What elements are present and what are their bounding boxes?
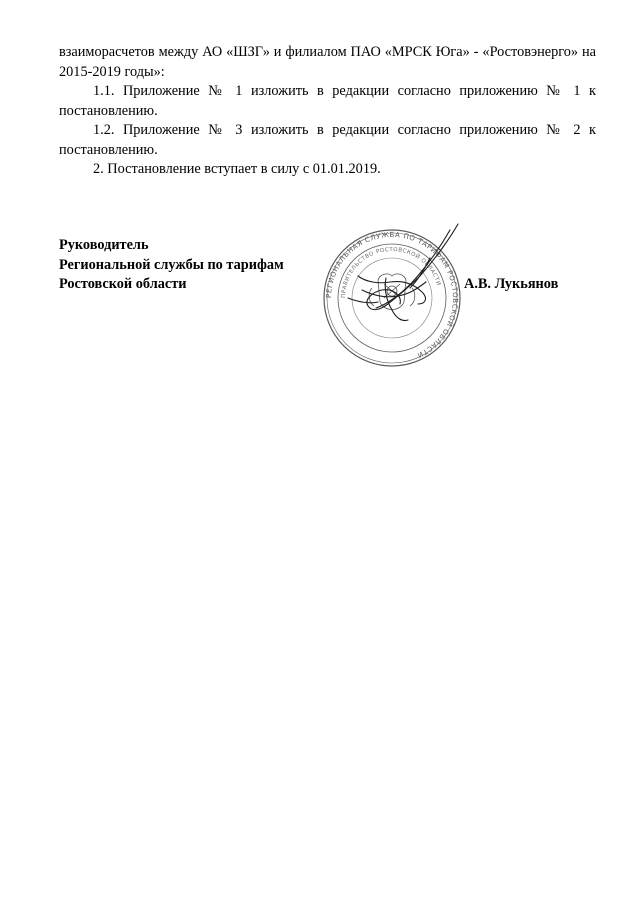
- position-line-3: Ростовской области: [59, 276, 187, 292]
- seal-outer-text: РЕГИОНАЛЬНАЯ СЛУЖБА ПО ТАРИФАМ РОСТОВСКОЙ ОБЛАСТИ: [324, 230, 460, 360]
- official-seal-with-signature: [318, 218, 466, 372]
- seal-inner-ring: [352, 258, 432, 338]
- document-body: [59, 43, 596, 180]
- seal-graphic: [318, 218, 466, 372]
- signatory-name: А.В. Лукьянов: [464, 276, 559, 292]
- paragraph-item-1-1: 1.1. Приложение № 1 изложить в редакции согласно приложению № 1 к постановлению.: [59, 83, 596, 119]
- signature-position-block: [59, 236, 319, 295]
- seal-inner-text: ПРАВИТЕЛЬСТВО РОСТОВСКОЙ ОБЛАСТИ: [340, 246, 442, 299]
- paragraph-item-2: 2. Постановление вступает в силу с 01.01.2019.: [93, 161, 381, 177]
- position-line-2: Региональной службы по тарифам: [59, 256, 284, 273]
- position-line-1: Руководитель: [59, 237, 149, 253]
- paragraph-continuation: взаиморасчетов между АО «ШЗГ» и филиалом ПАО «МРСК Юга» - «Ростовэнерго» на 2015-2019 годы»:: [59, 44, 596, 80]
- paragraph-item-1-2: 1.2. Приложение № 3 изложить в редакции согласно приложению № 2 к постановлению.: [59, 122, 596, 158]
